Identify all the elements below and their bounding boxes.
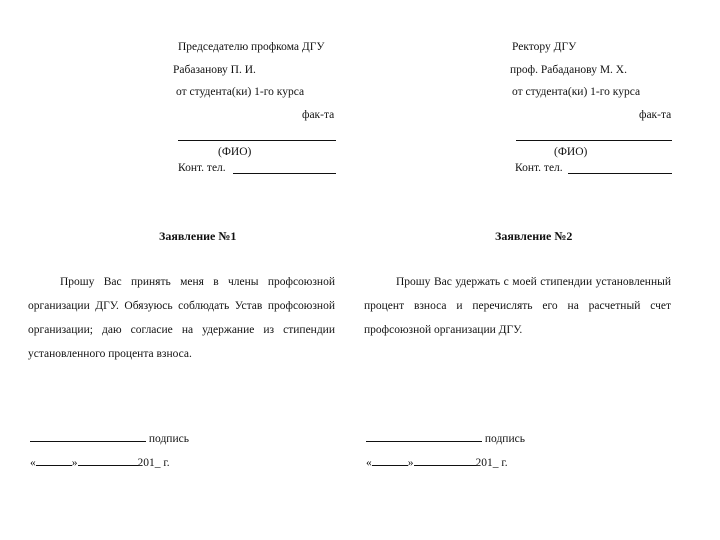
year-label: 201_ г. [475,457,508,469]
fio-underline [516,140,672,141]
month-underline [414,455,476,466]
faculty-label: фак-та [639,109,672,121]
application-body: Прошу Вас удержать с моей стипендии установленный процент взноса и перечислять его на расчетный счет профсоюзной организации ДГУ. [364,276,671,336]
phone-label: Конт. тел. [178,162,226,174]
faculty-label: фак-та [302,109,335,121]
addressee-line-1: Председателю профкома ДГУ [178,41,325,53]
signature-underline [366,431,482,442]
fio-caption: (ФИО) [554,146,588,158]
date-quote-open: « [30,457,36,469]
phone-label: Конт. тел. [515,162,563,174]
day-underline [36,455,72,466]
signature-label: подпись [148,433,189,445]
fio-underline [178,140,336,141]
from-student-line: от студента(ки) 1-го курса [176,86,305,98]
date-row [30,455,170,470]
application-body: Прошу Вас принять меня в члены профсоюзной организации ДГУ. Обязуюсь соблюдать Устав профсоюзной организации; даю согласие на удержание из стипендии установленного процента взноса. [28,276,335,360]
addressee-line-2: Рабазанову П. И. [173,64,256,76]
signature-underline [30,431,146,442]
phone-underline [568,173,672,174]
signature-row [30,431,189,446]
application-form-2 [364,0,674,540]
phone-underline [233,173,336,174]
application-title: Заявление №2 [495,229,573,243]
year-label: 201_ г. [137,457,170,469]
date-quote-close: » [407,457,414,469]
addressee-line-2: проф. Рабаданову М. Х. [510,64,627,76]
month-underline [78,455,138,466]
signature-label: подпись [484,433,525,445]
fio-caption: (ФИО) [218,146,252,158]
signature-row [366,431,525,446]
day-underline [372,455,408,466]
date-row [366,455,508,470]
application-title: Заявление №1 [159,229,237,243]
from-student-line: от студента(ки) 1-го курса [512,86,641,98]
addressee-line-1: Ректору ДГУ [512,41,577,53]
application-form-1 [28,0,338,540]
date-quote-open: « [366,457,372,469]
date-quote-close: » [71,457,78,469]
